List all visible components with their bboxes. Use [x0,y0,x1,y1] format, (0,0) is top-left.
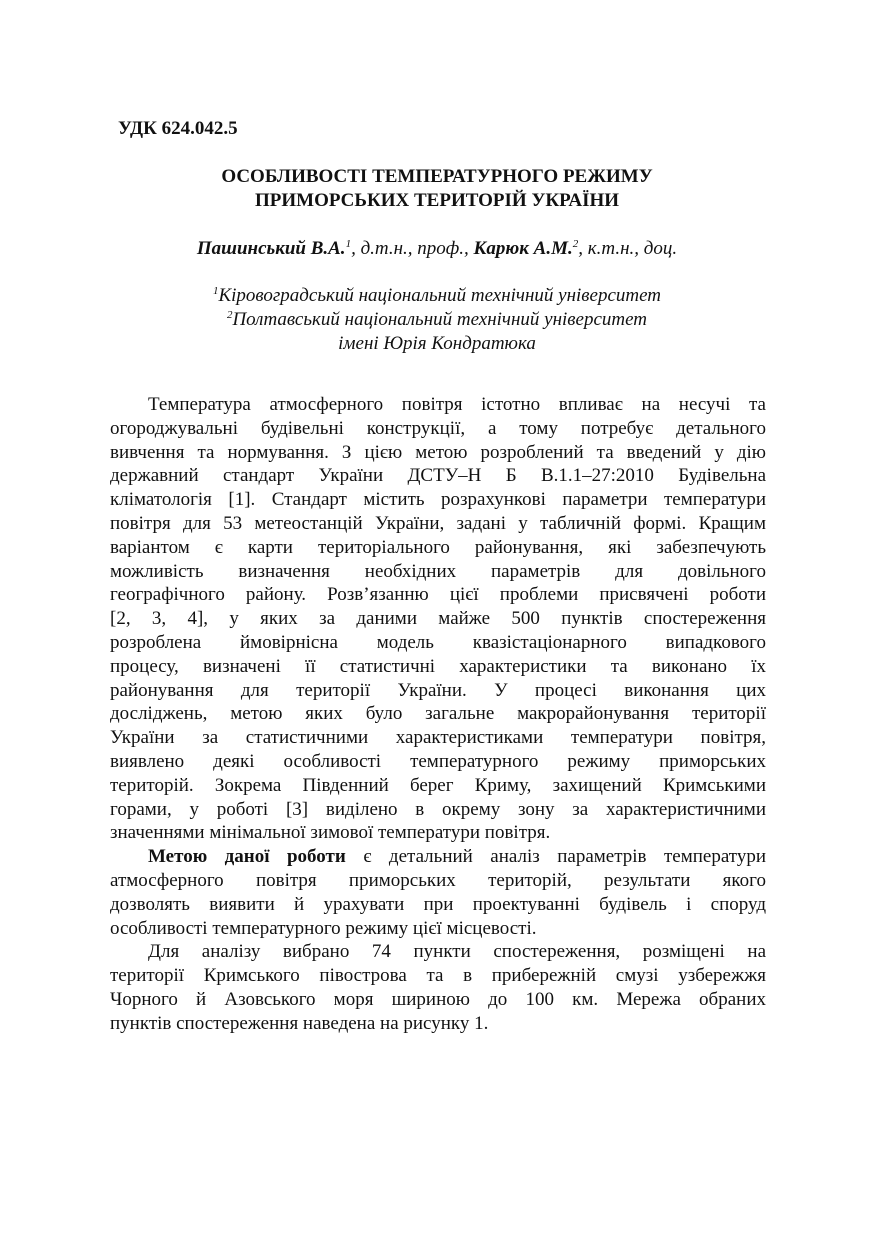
text-line-content: атмосферного повітря приморських територій, результати якого [110,869,766,891]
paper-title-line-2: ПРИМОРСЬКИХ ТЕРИТОРІЙ УКРАЇНИ [254,190,620,211]
text-line [110,583,766,607]
affiliation-2-cont: імені Юрія Кондратюка [338,333,536,354]
text-line-content: досліджень, метою яких було загальне макрорайонування території [110,703,766,725]
text-line [110,845,766,869]
text-line-content: горами, у роботі [3] виділено в окрему зону за характеристичними [110,798,766,820]
text-line-content: державний стандарт України ДСТУ–Н Б В.1.1–27:2010 Будівельна [110,465,766,487]
udc-code: УДК 624.042.5 [118,118,238,139]
text-line [110,869,766,893]
text-line-content: можливість визначення необхідних параметрів для довільного [110,560,766,582]
text-line-content: районування для території України. У процесі виконання цих [110,679,766,701]
author-2-degree: , к.т.н., доц. [578,238,678,259]
text-line-content: кліматологія [1]. Стандарт містить розрахункові параметри температури [110,489,766,511]
text-line [110,488,766,512]
author-2-name: Карюк А.М. [473,238,573,259]
author-1-affil-mark: 1 [345,238,352,250]
text-line [110,441,766,465]
text-line-content: України за статистичними характеристиками температури повітря, [110,727,766,749]
text-line-content: виявлено деякі особливості температурного режиму приморських [110,750,766,772]
paper-title-line-1: ОСОБЛИВОСТІ ТЕМПЕРАТУРНОГО РЕЖИМУ [221,166,653,187]
text-line-content: вивчення та нормування. З цією метою розроблений та введений у дію [110,441,766,463]
paragraph-1 [110,393,766,845]
text-line [110,821,766,845]
authors-line [0,238,874,260]
text-line [110,917,766,941]
paragraph-2 [110,845,766,940]
text-line-content: розроблена ймовірнісна модель квазістаціонарного випадкового [110,631,766,653]
text-line [110,631,766,655]
author-2-affil-mark: 2 [572,238,579,250]
text-line-content: є детальний аналіз параметрів температури [345,846,766,868]
text-line-content: огороджувальні будівельні конструкції, а тому потребує детального [110,417,766,439]
text-line [110,964,766,988]
text-line-content: дозволять виявити й урахувати при проектуванні будівель і споруд [110,893,766,915]
text-line [110,607,766,631]
text-line [110,464,766,488]
text-line [110,774,766,798]
text-line [110,726,766,750]
text-line [110,1012,766,1036]
text-line [110,893,766,917]
text-line-content: [2, 3, 4], у яких за даними майже 500 пунктів спостереження [110,608,766,630]
text-line [110,940,766,964]
text-line-content: повітря для 53 метеостанцій України, задані у табличній формі. Кращим [110,512,766,534]
text-line [110,988,766,1012]
text-line [110,560,766,584]
text-line-content: Чорного й Азовського моря шириною до 100 км. Мережа обраних [110,988,766,1010]
affiliation-1-text: Кіровоградський національний технічний університет [218,285,662,306]
affil-mark-2: 2 [226,309,233,321]
text-line [110,393,766,417]
affil-mark-1: 1 [212,285,219,297]
text-line [110,536,766,560]
text-line [110,679,766,703]
affiliation-2-text: Полтавський національний технічний університет [232,309,648,330]
affiliation-1 [0,285,874,307]
text-line [110,417,766,441]
text-line-content: варіантом є карти територіального районування, які забезпечують [110,536,766,558]
text-line [110,702,766,726]
text-line-content: Температура атмосферного повітря істотно впливає на несучі та [148,394,766,415]
text-line [110,655,766,679]
text-line-content: географічного району. Розв’язанню цієї проблеми присвячені роботи [110,584,766,606]
text-line-content: Для аналізу вибрано 74 пункти спостереження, розміщені на [148,941,766,963]
text-line-content: пунктів спостереження наведена на рисунку 1. [110,1012,489,1034]
text-line [110,750,766,774]
paragraph-3 [110,940,766,1035]
author-1-degree: , д.т.н., проф., [351,238,474,259]
emphasis-text: Метою даної роботи [148,846,346,868]
text-line [110,798,766,822]
text-line-content: значеннями мінімальної зимової температури повітря. [110,822,551,844]
text-line-content: території Кримського півострова та в прибережній смузі узбережжя [110,965,766,987]
text-line-content: процесу, визначені її статистичні характеристики та виконано їх [110,655,766,677]
text-line-content: особливості температурного режиму цієї місцевості. [110,917,537,939]
text-line-content: територій. Зокрема Південний берег Криму, захищений Кримськими [110,774,766,796]
affiliation-2 [0,309,874,331]
author-1-name: Пашинський В.А. [196,238,346,259]
text-line [110,512,766,536]
body-text [110,393,766,1036]
